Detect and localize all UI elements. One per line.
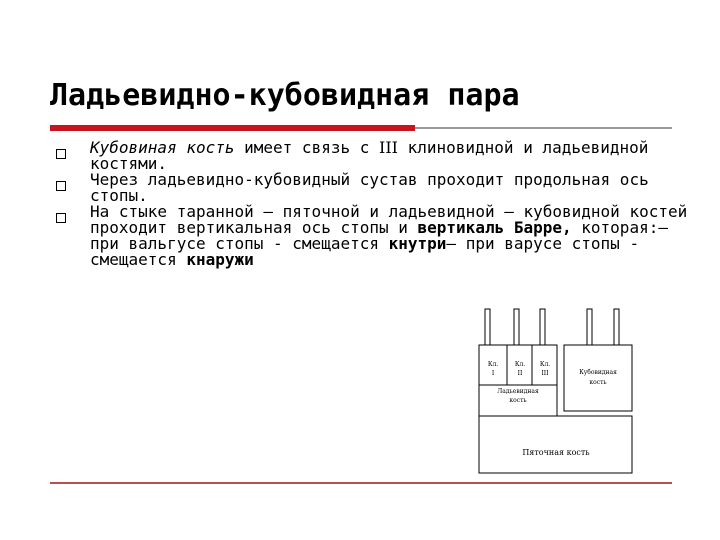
calcaneus-bone [479, 416, 632, 473]
bullet-3-bold-2: кнутри [388, 234, 447, 253]
bullet-1-italic: Кубовиная кость [90, 138, 235, 157]
navicular-label-2: кость [509, 397, 527, 404]
foot-bones-svg [476, 307, 636, 477]
foot-bones-diagram [476, 307, 636, 482]
title-underline-grey [415, 127, 672, 129]
cuboid-label-1: Кубовидная [579, 369, 617, 376]
cuneiform-3-label-1: Кл. [539, 361, 551, 368]
cuboid-bone [564, 345, 632, 411]
metatarsal-3 [540, 309, 545, 345]
metatarsal-5 [614, 309, 619, 345]
cuneiform-2-label-2: II [517, 370, 523, 377]
metatarsal-1 [485, 309, 490, 345]
bullet-1-roman: III [379, 138, 398, 157]
navicular-label-1: Ладьевидная [497, 388, 539, 395]
bullet-list [50, 140, 690, 268]
bullet-3-text-1: На стыке таранной – пяточной и ладьевидной – кубовидной костей проходит вертикальная ось стопы и [90, 202, 688, 237]
cuneiform-1-label-1: Кл. [487, 361, 499, 368]
slide-title: Ладьевидно-кубовидная пара [50, 78, 520, 113]
bullet-item-3 [50, 204, 690, 268]
footer-rule [50, 482, 672, 484]
metatarsal-2 [514, 309, 519, 345]
bullet-3-text-2: которая:– при вальгусе стопы - смещается [90, 218, 668, 253]
square-bullet-icon [56, 213, 66, 223]
bullet-1-tail: клиновидной и ладьевидной костями. [90, 138, 649, 173]
bullet-item-1 [50, 140, 690, 172]
bullet-3-bold-1: вертикаль Барре, [417, 218, 572, 237]
bullet-3-text-3: – при варусе стопы - смещается [90, 234, 640, 269]
metatarsal-4 [587, 309, 592, 345]
square-bullet-icon [56, 181, 66, 191]
bullet-1-text: имеет связь с [234, 138, 379, 157]
square-bullet-icon [56, 149, 66, 159]
cuboid-label-2: кость [589, 379, 607, 386]
calcaneus-label: Пяточная кость [522, 448, 590, 457]
bullet-2-text: Через ладьевидно-кубовидный сустав проходит продольная ось стопы. [90, 170, 649, 205]
cuneiform-1-label-2: I [491, 370, 495, 377]
cuneiform-2-label-1: Кл. [514, 361, 526, 368]
bullet-item-2 [50, 172, 690, 204]
cuneiform-3-label-2: III [541, 370, 549, 377]
title-underline-red [50, 125, 415, 131]
bullet-3-bold-3: кнаружи [186, 250, 254, 269]
